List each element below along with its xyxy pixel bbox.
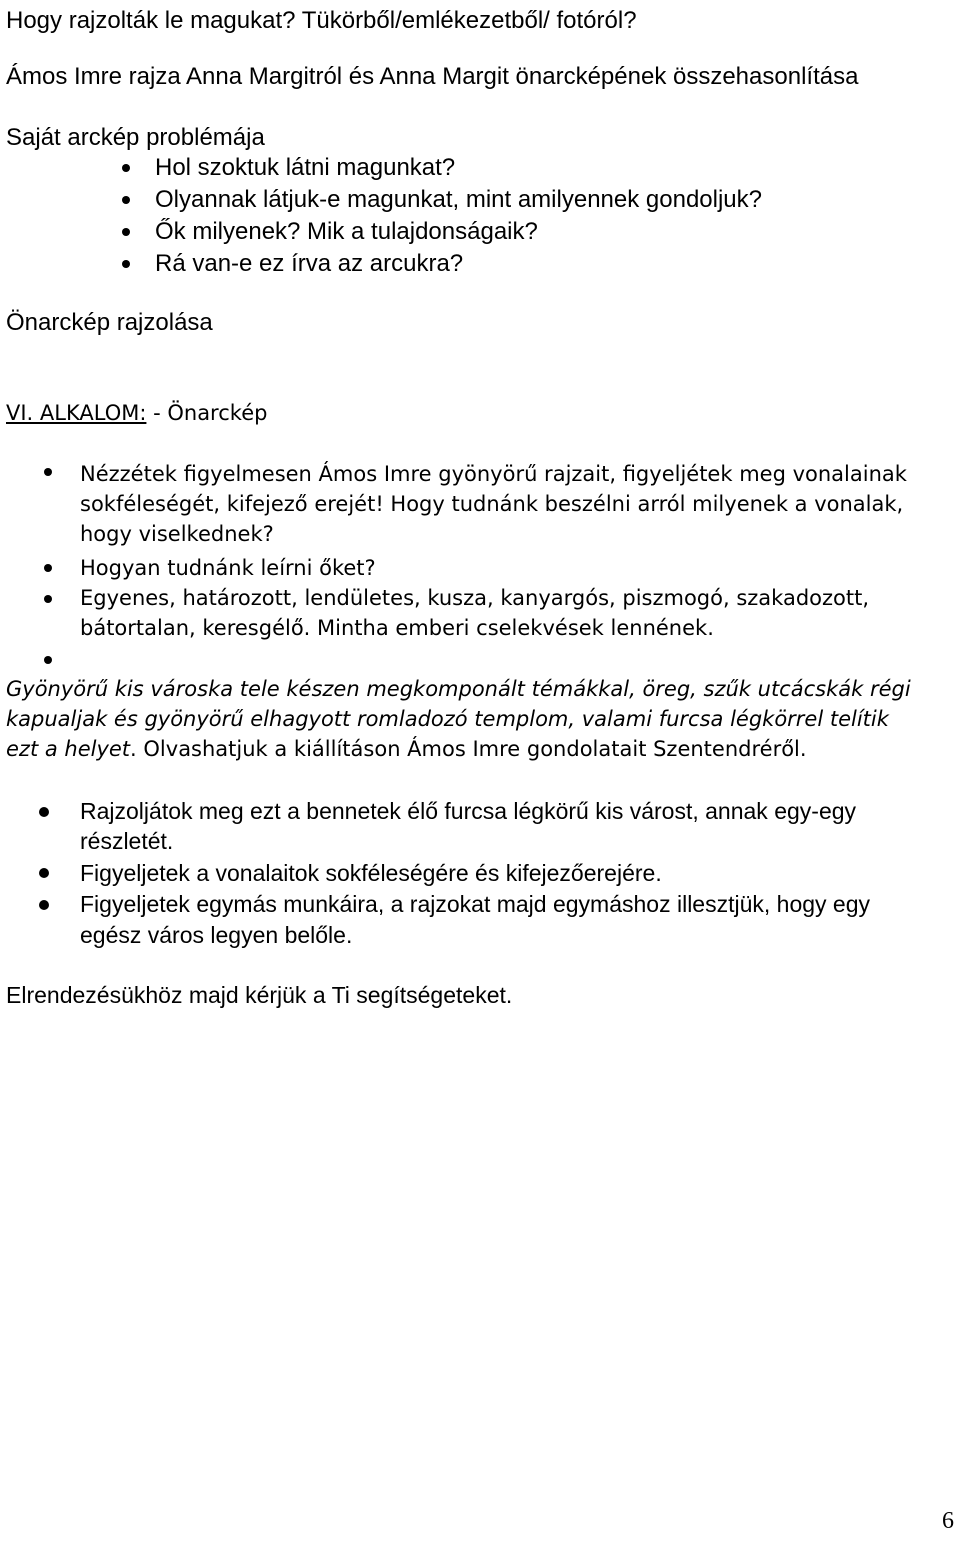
paragraph-line: bátortalan, keresgélő. Mintha emberi cselekvések lennének.	[80, 616, 714, 640]
comparison-line: Ámos Imre rajza Anna Margitról és Anna Margit önarcképének összehasonlítása	[6, 63, 859, 90]
quote-end: ezt a helyet	[6, 737, 131, 761]
quote-line: Gyönyörű kis városka tele készen megkomponált témákkal, öreg, szűk utcácskák régi	[6, 677, 911, 701]
problem-heading: Saját arckép problémája	[6, 124, 265, 151]
bullet-icon	[122, 228, 130, 236]
paragraph-line: egész város legyen belőle.	[80, 922, 353, 948]
quote-line: kapualjak és gyönyörű elhagyott romladozó templom, valami furcsa légkörrel telítik	[6, 707, 889, 731]
list-item: Figyeljetek a vonalaitok sokféleségére és kifejezőerejére.	[80, 860, 662, 886]
quote-attribution: . Olvashatjuk a kiállításon Ámos Imre gondolatait Szentendréről.	[130, 737, 807, 761]
section-heading	[6, 398, 267, 428]
bullet-icon	[122, 196, 130, 204]
paragraph-line: Nézzétek figyelmesen Ámos Imre gyönyörű rajzait, figyeljétek meg vonalainak	[80, 462, 907, 486]
bullet-icon	[122, 260, 130, 268]
paragraph-line: Egyenes, határozott, lendületes, kusza, kanyargós, piszmogó, szakadozott,	[80, 586, 870, 610]
bullet-icon	[122, 164, 130, 172]
bullet-icon	[44, 564, 52, 572]
list-item: Ők milyenek? Mik a tulajdonságaik?	[155, 218, 538, 245]
paragraph-line: hogy viselkednek?	[80, 522, 274, 546]
bullet-icon	[39, 868, 49, 878]
drawing-heading: Önarckép rajzolása	[6, 309, 213, 336]
list-item: Olyannak látjuk-e magunkat, mint amilyennek gondoljuk?	[155, 186, 762, 213]
session-title: - Önarckép	[146, 401, 268, 425]
list-item: Hogyan tudnánk leírni őket?	[80, 556, 376, 580]
paragraph-line: Rajzoljátok meg ezt a bennetek élő furcsa légkörű kis várost, annak egy-egy	[80, 798, 857, 824]
session-label: VI. ALKALOM:	[6, 401, 147, 425]
page-number: 6	[942, 1508, 954, 1534]
bullet-icon	[39, 900, 49, 910]
list-item: Hol szoktuk látni magunkat?	[155, 154, 456, 181]
closing-line: Elrendezésükhöz majd kérjük a Ti segítségeteket.	[6, 982, 513, 1008]
quote-line	[6, 734, 807, 764]
bullet-icon	[39, 807, 49, 817]
bullet-icon	[44, 468, 52, 476]
bullet-icon	[44, 656, 52, 664]
paragraph-line: részletét.	[80, 828, 174, 854]
paragraph-line: Figyeljetek egymás munkáira, a rajzokat majd egymáshoz illesztjük, hogy egy	[80, 891, 871, 917]
bullet-icon	[44, 595, 52, 603]
page-title: Hogy rajzolták le magukat? Tükörből/emlékezetből/ fotóról?	[6, 7, 637, 34]
paragraph-line: sokféleségét, kifejező erejét! Hogy tudnánk beszélni arról milyenek a vonalak,	[80, 492, 904, 516]
list-item: Rá van-e ez írva az arcukra?	[155, 250, 464, 277]
